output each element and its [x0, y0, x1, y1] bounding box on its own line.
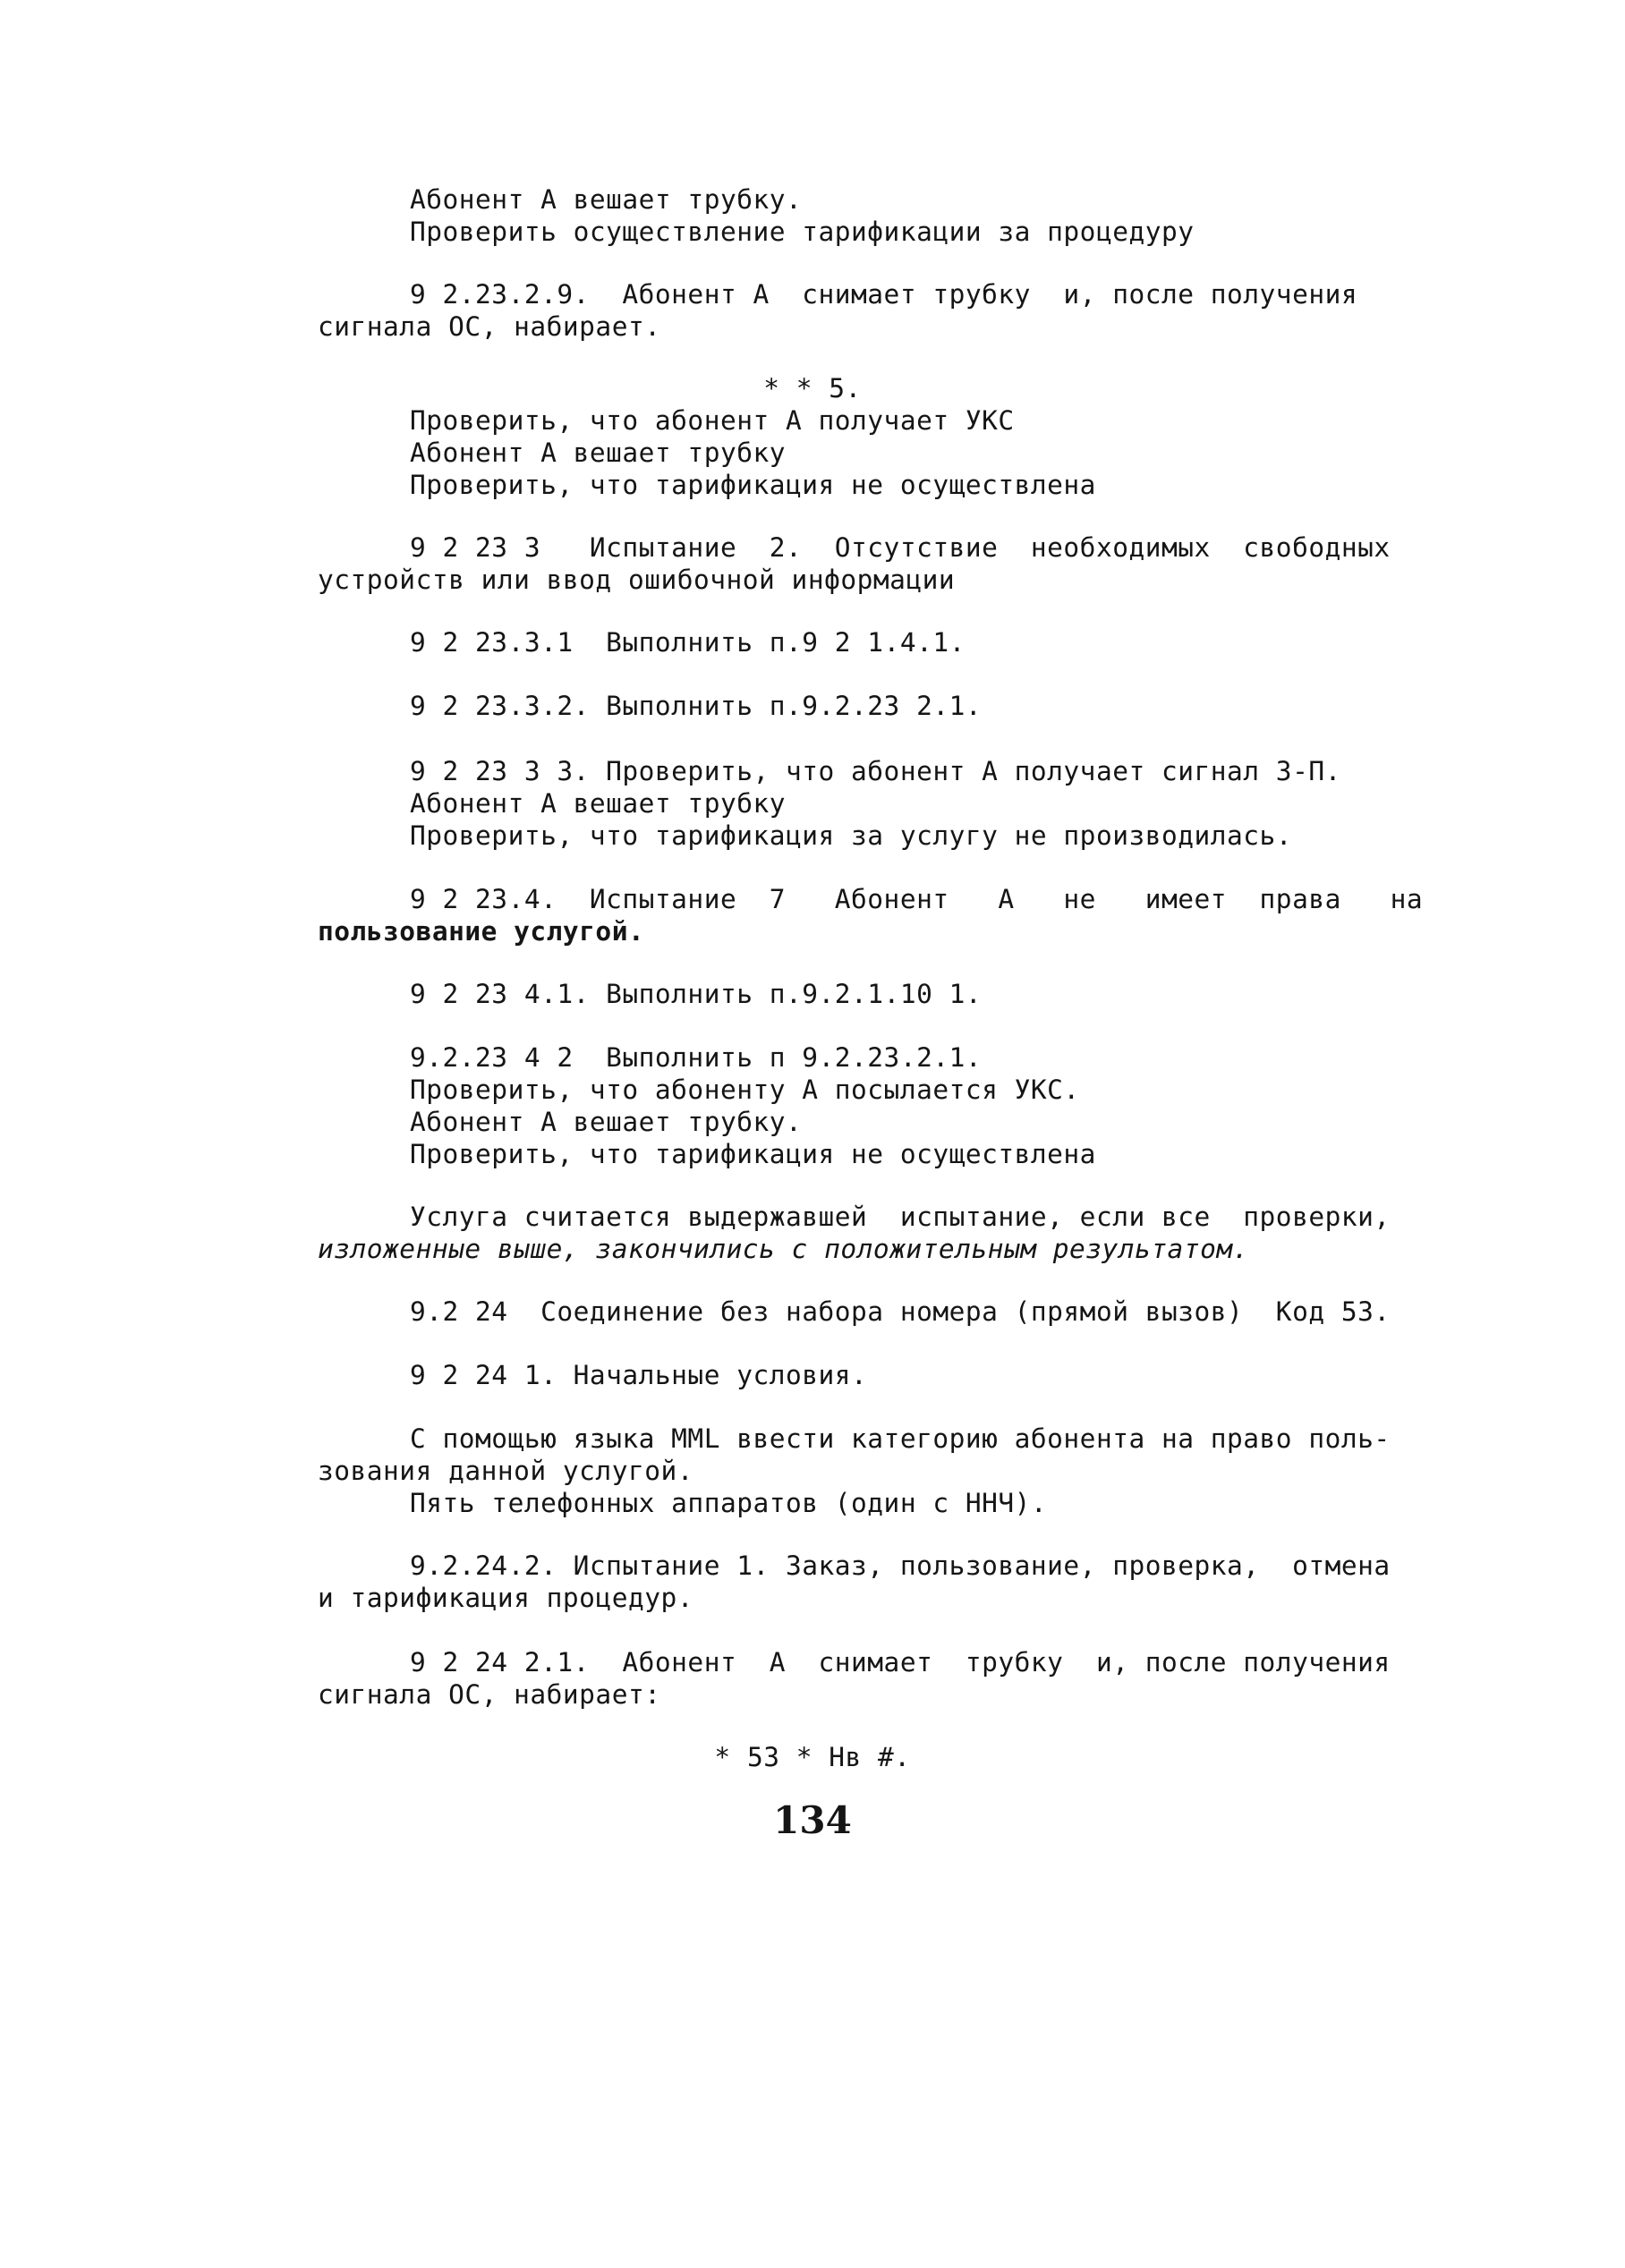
text-line: 9 2 24 2.1. Абонент А снимает трубку и, после получения: [410, 1647, 1391, 1678]
text-line: Абонент А вешает трубку.: [410, 184, 803, 215]
text-line: 9.2.23 4 2 Выполнить п 9.2.23.2.1.: [410, 1042, 983, 1073]
section-heading: 9 2 23.4. Испытание 7 Абонент А не имеет права на: [410, 884, 1424, 914]
text-line: Проверить, что абоненту А посылается УКС.: [410, 1075, 1080, 1105]
text-line: Проверить, что тарификация за услугу не производилась.: [410, 820, 1293, 851]
text-line: Абонент А вешает трубку: [410, 788, 786, 819]
text-line: сигнала ОС, набирает.: [318, 311, 661, 342]
text-line: 9 2 23.3.1 Выполнить п.9 2 1.4.1.: [410, 627, 966, 658]
text-line: Проверить, что абонент А получает УКС: [410, 405, 1015, 436]
section-heading-continued: и тарификация процедур.: [318, 1583, 693, 1613]
section-heading: 9.2 24 Соединение без набора номера (прямой вызов) Код 53.: [410, 1296, 1391, 1327]
section-heading: 9.2.24.2. Испытание 1. Заказ, пользование, проверка, отмена: [410, 1550, 1391, 1581]
section-heading-continued: пользование услугой.: [318, 916, 645, 947]
text-line: Абонент А вешает трубку: [410, 437, 786, 468]
text-line: сигнала ОС, набирает:: [318, 1679, 661, 1710]
text-line: зования данной услугой.: [318, 1456, 693, 1486]
text-line: изложенные выше, закончились с положительным результатом.: [318, 1234, 1249, 1264]
text-line: Проверить, что тарификация не осуществлена: [410, 470, 1096, 500]
text-line: 9 2 23 4.1. Выполнить п.9.2.1.10 1.: [410, 979, 983, 1009]
dial-sequence: * * 5.: [763, 373, 862, 403]
text-line: Проверить, что тарификация не осуществлена: [410, 1139, 1096, 1169]
text-line: С помощью языка MML ввести категорию абонента на право поль-: [410, 1423, 1391, 1454]
text-line: Пять телефонных аппаратов (один с ННЧ).: [410, 1488, 1048, 1518]
text-line: 9 2 23 3 3. Проверить, что абонент А получает сигнал З-П.: [410, 756, 1341, 786]
section-heading: 9 2 23 3 Испытание 2. Отсутствие необходимых свободных: [410, 532, 1391, 563]
section-heading-continued: устройств или ввод ошибочной информации: [318, 565, 956, 595]
text-line: Услуга считается выдержавшей испытание, если все проверки,: [410, 1202, 1391, 1232]
dial-sequence: * 53 * Нв #.: [714, 1742, 911, 1772]
text-line: 9 2.23.2.9. Абонент А снимает трубку и, после получения: [410, 279, 1358, 310]
page-number: 134: [773, 1798, 852, 1842]
text-line: Абонент А вешает трубку.: [410, 1107, 803, 1137]
text-line: 9 2 23.3.2. Выполнить п.9.2.23 2.1.: [410, 691, 983, 721]
text-line: Проверить осуществление тарификации за процедуру: [410, 217, 1195, 247]
section-heading: 9 2 24 1. Начальные условия.: [410, 1360, 868, 1390]
